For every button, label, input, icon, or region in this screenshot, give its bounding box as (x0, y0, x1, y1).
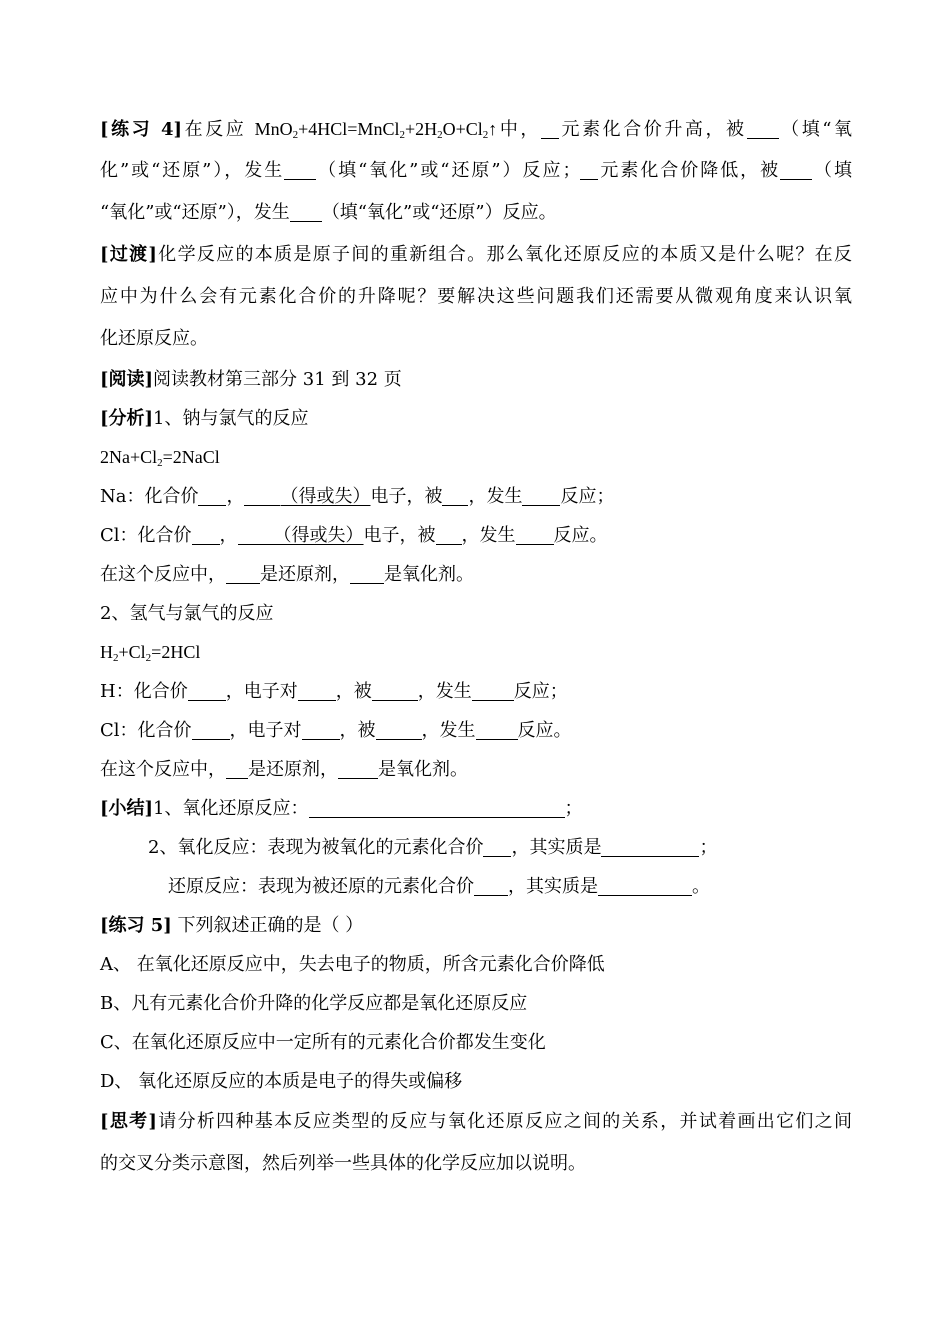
fill-blank[interactable] (244, 485, 280, 506)
exercise4-tag: [练习 4] (100, 119, 183, 140)
fill-blank[interactable] (302, 719, 340, 740)
fill-blank[interactable] (372, 680, 418, 701)
summary-reaction-2: 在这个反应中， 是还原剂， 是氧化剂。 (100, 759, 468, 780)
fill-blank[interactable] (522, 485, 560, 506)
fill-blank[interactable] (580, 159, 598, 180)
think-tag: [思考] (100, 1111, 157, 1132)
summary-reaction-1: 在这个反应中， 是还原剂， 是氧化剂。 (100, 564, 474, 585)
summary-line2: 2、氧化反应：表现为被氧化的元素化合价 ，其实质是 ； (148, 837, 718, 858)
reading-tag: [阅读] (100, 369, 154, 390)
na-row: Na：化合价 ， （得或失）电子，被 ，发生 反应； (100, 486, 615, 507)
transition-line1: [过渡]化学反应的本质是原子间的重新组合。那么氧化还原反应的本质又是什么呢？在反 (100, 244, 852, 265)
summary-line1: [小结]1、氧化还原反应： ； (100, 798, 583, 819)
fill-blank[interactable] (598, 875, 692, 896)
fill-blank[interactable] (309, 797, 565, 818)
fill-blank[interactable] (747, 118, 779, 139)
fill-blank[interactable] (476, 719, 518, 740)
fill-blank[interactable] (780, 159, 812, 180)
exercise4-line1: [练习 4]在反应 $MnO_2+4HCl=MnCl_2+2H_2O+Cl_2↑$中， 元素化合价升高，被 （填“氧 (100, 119, 853, 141)
cl-row-2: Cl：化合价 ，电子对 ，被 ，发生 反应。 (100, 720, 572, 741)
option-d[interactable]: D、 氧化还原反应的本质是电子的得失或偏移 (100, 1071, 463, 1092)
fill-blank[interactable] (483, 836, 511, 857)
option-c[interactable]: C、在氧化还原反应中一定所有的元素化合价都发生变化 (100, 1032, 546, 1053)
fill-blank[interactable] (290, 201, 322, 222)
summary-tag: [小结] (100, 798, 154, 819)
fill-blank[interactable] (226, 563, 260, 584)
fill-blank[interactable] (284, 159, 316, 180)
fill-blank[interactable] (192, 719, 230, 740)
worksheet-page (100, 108, 852, 1185)
equation-h-cl: $H_2+Cl_2=2HCl$ (100, 642, 201, 664)
analysis-tag: [分析] (100, 408, 154, 429)
fill-blank[interactable] (226, 758, 248, 779)
think-line1: [思考]请分析四种基本反应类型的反应与氧化还原反应之间的关系，并试着画出它们之间 (100, 1111, 852, 1132)
summary-line3: 还原反应：表现为被还原的元素化合价 ，其实质是 。 (168, 876, 710, 897)
fill-blank[interactable] (298, 680, 336, 701)
fill-blank[interactable] (474, 875, 508, 896)
analysis-title2: 2、氢气与氯气的反应 (100, 603, 274, 624)
h-row: H：化合价 ，电子对 ，被 ，发生 反应； (100, 681, 568, 702)
fill-blank[interactable] (516, 524, 554, 545)
transition-line3: 化还原反应。 (100, 328, 208, 349)
gain-lose-hint: （得或失） (273, 525, 364, 546)
option-a[interactable]: A、 在氧化还原反应中，失去电子的物质，所含元素化合价降低 (100, 954, 605, 975)
fill-blank[interactable] (238, 524, 274, 545)
fill-blank[interactable] (188, 680, 226, 701)
up-arrow-icon: ↑ (488, 119, 498, 139)
think-line2: 的交叉分类示意图，然后列举一些具体的化学反应加以说明。 (100, 1153, 586, 1174)
equation-na-cl: $2Na+Cl_2=2NaCl$ (100, 447, 220, 469)
transition-line2: 应中为什么会有元素化合价的升降呢？要解决这些问题我们还需要从微观角度来认识氧 (100, 286, 852, 307)
fill-blank[interactable] (472, 680, 514, 701)
exercise4-line3: “氧化”或“还原”），发生 （填“氧化”或“还原”）反应。 (100, 202, 557, 223)
exercise5-tag: [练习 5] (100, 915, 172, 936)
fill-blank[interactable] (601, 836, 699, 857)
fill-blank[interactable] (442, 485, 468, 506)
fill-blank[interactable] (198, 485, 226, 506)
analysis-title1: [分析]1、钠与氯气的反应 (100, 408, 309, 429)
fill-blank[interactable] (350, 563, 384, 584)
transition-tag: [过渡] (100, 244, 157, 265)
fill-blank[interactable] (541, 118, 559, 139)
fill-blank[interactable] (192, 524, 220, 545)
exercise4-line2: 化”或“还原”），发生 （填“氧化”或“还原”）反应； 元素化合价降低，被 （填 (100, 160, 853, 181)
fill-blank[interactable] (338, 758, 378, 779)
reading-line: [阅读]阅读教材第三部分 31 到 32 页 (100, 369, 402, 390)
fill-blank[interactable] (436, 524, 462, 545)
gain-lose-hint: （得或失） (280, 486, 371, 507)
option-b[interactable]: B、凡有元素化合价升降的化学反应都是氧化还原反应 (100, 993, 528, 1014)
fill-blank[interactable] (376, 719, 422, 740)
reaction-formula: $MnO_2+4HCl=MnCl_2+2H_2O+Cl_2↑$ (254, 119, 498, 141)
cl-row-1: Cl：化合价 ， （得或失）电子，被 ，发生 反应。 (100, 525, 608, 546)
exercise5-question: [练习 5] 下列叙述正确的是（ ） (100, 915, 364, 936)
